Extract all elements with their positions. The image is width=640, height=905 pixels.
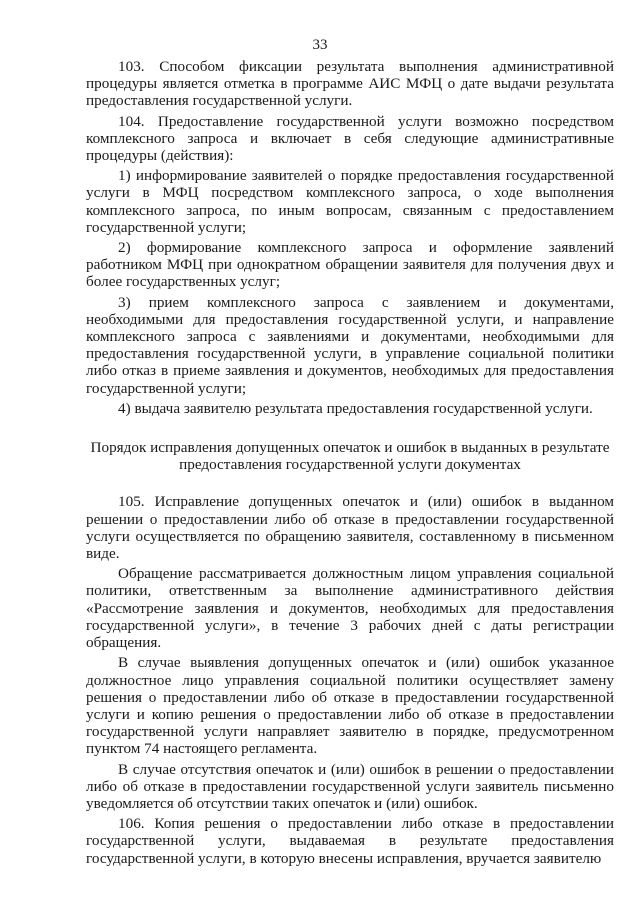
paragraph-105: 105. Исправление допущенных опечаток и (или) ошибок в выданном решении о предоставлении либо об отказе в предоставлении государственной услуги осуществляется по обращению заявителя, составленному в письменном виде. — [86, 493, 614, 563]
paragraph-103: 103. Способом фиксации результата выполнения административной процедуры является отметка в программе АИС МФЦ о дате выдачи результата предоставления государственной услуги. — [86, 58, 614, 110]
paragraph-105-errors-found: В случае выявления допущенных опечаток и (или) ошибок указанное должностное лицо управления социальной политики осуществляет замену решения о предоставлении либо об отказе в предоставлении государственной услуги и копию решения о предоставлении либо об отказе в предоставлении государственной услуги направляет заявителю в порядке, предусмотренном пунктом 74 настоящего регламента. — [86, 654, 614, 758]
list-item-104-2: 2) формирование комплексного запроса и оформление заявлений работником МФЦ при однократном обращении заявителя для получения двух и более государственных услуг; — [86, 239, 614, 291]
list-item-104-1: 1) информирование заявителей о порядке предоставления государственной услуги в МФЦ посредством комплексного запроса, о ходе выполнения комплексного запроса, по иным вопросам, связанным с предоставлением государственной услуги; — [86, 167, 614, 236]
paragraph-104: 104. Предоставление государственной услуги возможно посредством комплексного запроса и включает в себя следующие административные процедуры (действия): — [86, 112, 614, 165]
paragraph-106: 106. Копия решения о предоставлении либо отказе в предоставлении государственной услуги, выдаваемая в результате предоставления государственной услуги, в которую внесены исправления, вручается заявителю — [86, 815, 614, 867]
list-item-104-3: 3) прием комплексного запроса с заявлением и документами, необходимыми для предоставления государственной услуги, и направление комплексного запроса с заявлениями и документами, необходимыми для предоставления государственной услуги, в управление социальной политики либо отказ в приеме заявления и документов, необходимых для предоставления государственной услуги; — [86, 293, 614, 397]
list-item-104-4: 4) выдача заявителю результата предоставления государственной услуги. — [118, 399, 593, 417]
document-body — [86, 58, 614, 867]
page-number: 33 — [312, 37, 328, 53]
paragraph-105-no-errors: В случае отсутствия опечаток и (или) ошибок в решении о предоставлении либо об отказе в предоставлении государственной услуги заявитель письменно уведомляется об отсутствии таких опечаток и (или) ошибок. — [86, 760, 614, 812]
paragraph-105-appeal: Обращение рассматривается должностным лицом управления социальной политики, ответственным за выполнение административного действия «Рассмотрение заявления и документов, необходимых для предоставления государственной услуги», в течение 3 рабочих дней с даты регистрации обращения. — [86, 565, 614, 652]
section-heading: Порядок исправления допущенных опечаток и ошибок в выданных в результате предоставления государственной услуги документах — [90, 439, 610, 474]
